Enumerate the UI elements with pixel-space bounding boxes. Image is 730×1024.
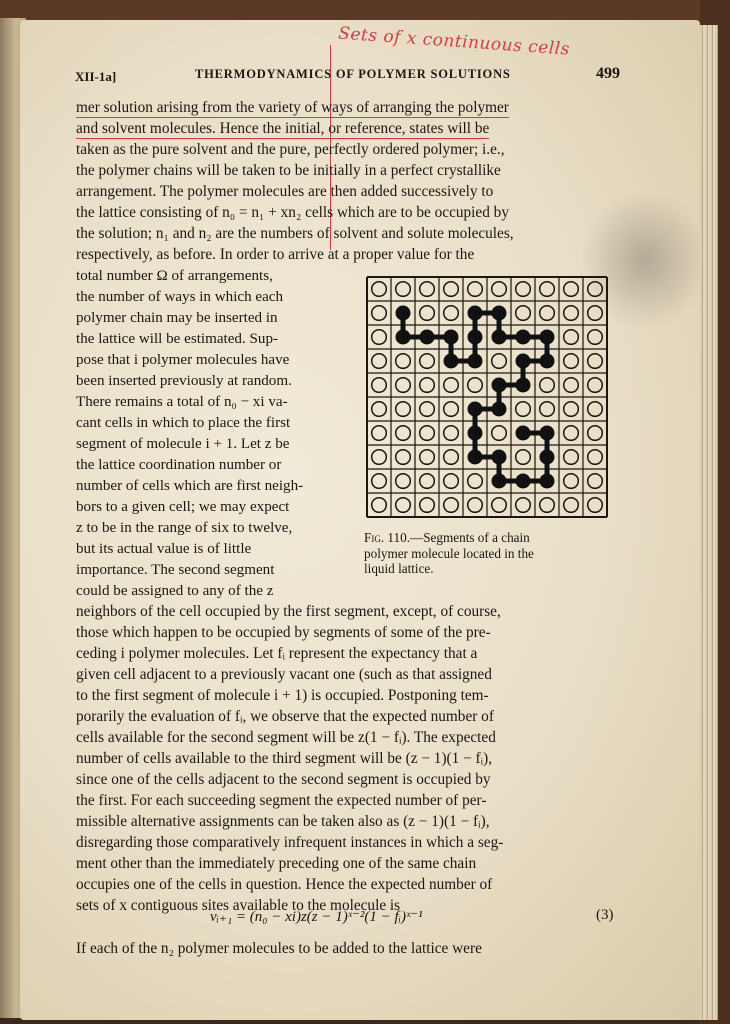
solvent-cell (588, 402, 603, 417)
polymer-segment (396, 330, 411, 345)
solvent-cell (492, 282, 507, 297)
solvent-cell (516, 402, 531, 417)
text-line: cant cells in which to place the first (76, 415, 291, 431)
book-page (20, 20, 700, 1020)
text-line: the first. For each succeeding segment the expected number of per- (76, 792, 487, 809)
polymer-segment (516, 378, 531, 393)
text-line: If each of the n₂ polymer molecules to be added to the lattice were (76, 940, 482, 957)
running-head: THERMODYNAMICS OF POLYMER SOLUTIONS (195, 67, 511, 81)
text-line: taken as the pure solvent and the pure, perfectly ordered polymer; i.e., (76, 141, 505, 158)
solvent-cell (492, 498, 507, 513)
solvent-cell (540, 378, 555, 393)
solvent-cell (420, 354, 435, 369)
text-line: missible alternative assignments can be taken also as (z − 1)(1 − fᵢ), (76, 813, 490, 830)
solvent-cell (564, 498, 579, 513)
solvent-cell (468, 498, 483, 513)
page-number: 499 (596, 65, 620, 82)
solvent-cell (540, 282, 555, 297)
polymer-segment (468, 306, 483, 321)
equation-number: (3) (596, 907, 614, 923)
solvent-cell (420, 402, 435, 417)
text-line: the polymer chains will be taken to be initially in a perfect crystallike (76, 162, 501, 179)
text-line: the solution; n₁ and n₂ are the numbers of solvent and solute molecules, (76, 225, 514, 242)
solvent-cell (564, 282, 579, 297)
solvent-cell (564, 426, 579, 441)
text-line: but its actual value is of little (76, 541, 252, 557)
solvent-cell (420, 282, 435, 297)
solvent-cell (516, 282, 531, 297)
solvent-cell (420, 306, 435, 321)
solvent-cell (396, 450, 411, 465)
solvent-cell (396, 474, 411, 489)
text-line: polymer chain may be inserted in (76, 310, 278, 326)
text-line: ceding i polymer molecules. Let fᵢ represent the expectancy that a (76, 645, 478, 662)
solvent-cell (420, 498, 435, 513)
solvent-cell (372, 474, 387, 489)
text-line: to the first segment of molecule i + 1) is occupied. Postponing tem- (76, 687, 489, 704)
polymer-segment (468, 354, 483, 369)
text-line: pose that i polymer molecules have (76, 352, 290, 368)
solvent-cell (372, 450, 387, 465)
solvent-cell (588, 330, 603, 345)
polymer-segment (492, 378, 507, 393)
solvent-cell (444, 450, 459, 465)
solvent-cell (588, 450, 603, 465)
solvent-cell (588, 498, 603, 513)
page-header (75, 65, 620, 89)
polymer-segment (420, 330, 435, 345)
solvent-cell (372, 402, 387, 417)
solvent-cell (372, 282, 387, 297)
text-line: mer solution arising from the variety of ways of arranging the polymer (76, 99, 509, 116)
caption-label: Fig. 110. (364, 530, 411, 545)
text-line: porarily the evaluation of fᵢ, we observe that the expected number of (76, 708, 494, 725)
solvent-cell (396, 282, 411, 297)
solvent-cell (540, 498, 555, 513)
solvent-cell (420, 426, 435, 441)
figure-caption (364, 530, 614, 577)
polymer-segment (540, 450, 555, 465)
polymer-segment (492, 450, 507, 465)
solvent-cell (396, 402, 411, 417)
polymer-segment (492, 306, 507, 321)
solvent-cell (372, 354, 387, 369)
solvent-cell (516, 450, 531, 465)
polymer-segment (468, 426, 483, 441)
solvent-cell (564, 354, 579, 369)
solvent-cell (372, 426, 387, 441)
solvent-cell (444, 306, 459, 321)
text-line: been inserted previously at random. (76, 373, 292, 389)
solvent-cell (468, 474, 483, 489)
text-line: respectively, as before. In order to arrive at a proper value for the (76, 246, 475, 263)
solvent-cell (588, 354, 603, 369)
solvent-cell (468, 282, 483, 297)
solvent-cell (492, 354, 507, 369)
solvent-cell (564, 330, 579, 345)
text-line: could be assigned to any of the z (76, 583, 274, 599)
polymer-segment (396, 306, 411, 321)
text-line: importance. The second segment (76, 562, 275, 578)
solvent-cell (420, 450, 435, 465)
solvent-cell (396, 354, 411, 369)
solvent-cell (588, 426, 603, 441)
text-line: the lattice consisting of n₀ = n₁ + xn₂ cells which are to be occupied by (76, 204, 509, 221)
solvent-cell (372, 330, 387, 345)
text-line: segment of molecule i + 1. Let z be (76, 436, 290, 452)
solvent-cell (564, 402, 579, 417)
solvent-cell (396, 498, 411, 513)
solvent-cell (444, 402, 459, 417)
solvent-cell (396, 426, 411, 441)
polymer-segment (540, 330, 555, 345)
solvent-cell (564, 306, 579, 321)
solvent-cell (372, 498, 387, 513)
text-line: total number Ω of arrangements, (76, 268, 273, 284)
solvent-cell (372, 306, 387, 321)
text-line: the lattice coordination number or (76, 457, 282, 473)
polymer-segment (540, 474, 555, 489)
polymer-segment (468, 330, 483, 345)
lattice-diagram (363, 273, 611, 521)
lattice-figure (363, 273, 611, 521)
text-line: ment other than the immediately preceding one of the same chain (76, 855, 477, 872)
text-line: neighbors of the cell occupied by the first segment, except, of course, (76, 603, 501, 620)
solvent-cell (540, 306, 555, 321)
solvent-cell (468, 378, 483, 393)
solvent-cell (564, 378, 579, 393)
solvent-cell (444, 474, 459, 489)
solvent-cell (588, 378, 603, 393)
solvent-cell (444, 282, 459, 297)
solvent-cell (564, 450, 579, 465)
polymer-segment (516, 474, 531, 489)
polymer-segment (516, 354, 531, 369)
equation-3: νᵢ₊₁ = (n₀ − xi)z(z − 1)ˣ⁻²(1 − fᵢ)ˣ⁻¹ (210, 909, 423, 925)
solvent-cell (372, 378, 387, 393)
polymer-segment (444, 354, 459, 369)
background-top (0, 0, 730, 22)
text-line: given cell adjacent to a previously vacant one (such as that assigned (76, 666, 492, 683)
solvent-cell (444, 426, 459, 441)
text-line: the number of ways in which each (76, 289, 284, 305)
caption-text: liquid lattice. (364, 561, 434, 576)
polymer-segment (444, 330, 459, 345)
polymer-segment (540, 426, 555, 441)
text-line: z to be in the range of six to twelve, (76, 520, 293, 536)
polymer-segment (492, 474, 507, 489)
chapter-label: XII-1a] (75, 69, 117, 84)
text-line: bors to a given cell; we may expect (76, 499, 290, 515)
text-line: arrangement. The polymer molecules are then added successively to (76, 183, 494, 200)
polymer-segment (468, 402, 483, 417)
solvent-cell (420, 378, 435, 393)
polymer-segment (492, 330, 507, 345)
text-line: those which happen to be occupied by segments of some of the pre- (76, 624, 491, 641)
text-line: and solvent molecules. Hence the initial, or reference, states will be (76, 120, 490, 137)
text-line: number of cells available to the third segment will be (z − 1)(1 − fᵢ), (76, 750, 493, 767)
text-line: number of cells which are first neigh- (76, 478, 304, 494)
caption-text: polymer molecule located in the (364, 545, 534, 561)
polymer-segment (516, 330, 531, 345)
solvent-cell (516, 498, 531, 513)
solvent-cell (564, 474, 579, 489)
solvent-cell (588, 306, 603, 321)
text-line: cells available for the second segment will be z(1 − fᵢ). The expected (76, 729, 496, 746)
handwritten-margin-note: Sets of x continuous cells (337, 23, 571, 60)
polymer-segment (468, 450, 483, 465)
polymer-segment (540, 354, 555, 369)
solvent-cell (444, 498, 459, 513)
text-line: occupies one of the cells in question. Hence the expected number of (76, 876, 493, 893)
text-line: sets of x contiguous sites available to the molecule is (76, 897, 401, 914)
solvent-cell (420, 474, 435, 489)
solvent-cell (588, 474, 603, 489)
text-line: disregarding those comparatively infrequent instances in which a seg- (76, 834, 504, 851)
solvent-cell (396, 378, 411, 393)
solvent-cell (516, 306, 531, 321)
solvent-cell (492, 426, 507, 441)
solvent-cell (588, 282, 603, 297)
polymer-segment (516, 426, 531, 441)
text-line: There remains a total of n₀ − xi va- (76, 394, 288, 410)
solvent-cell (444, 378, 459, 393)
polymer-segment (492, 402, 507, 417)
solvent-cell (540, 402, 555, 417)
text-line: the lattice will be estimated. Sup- (76, 331, 279, 347)
caption-text: —Segments of a chain (410, 530, 530, 545)
text-line: since one of the cells adjacent to the second segment is occupied by (76, 771, 491, 788)
